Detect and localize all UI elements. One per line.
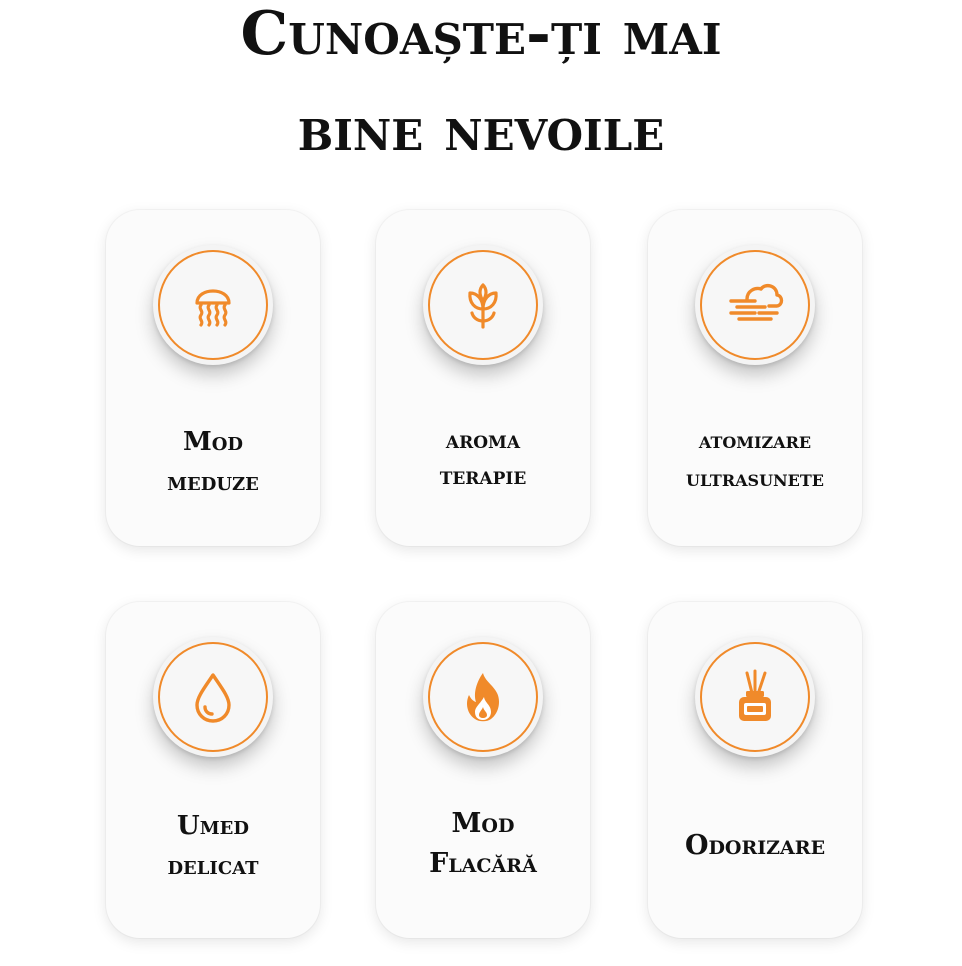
- feature-badge: [153, 637, 273, 757]
- reed-diffuser-icon: [725, 667, 785, 727]
- feature-card-air-freshening: [648, 602, 862, 938]
- water-drop-icon: [183, 667, 243, 727]
- feature-card-ultrasonic-atomization: [648, 210, 862, 546]
- feature-card-jellyfish-mode: [106, 210, 320, 546]
- flower-icon: [453, 275, 513, 335]
- feature-badge: [695, 245, 815, 365]
- feature-label: Mod Flacără: [429, 808, 537, 879]
- feature-badge: [423, 245, 543, 365]
- title-line-1: Cunoaște-ți mai: [240, 0, 722, 69]
- feature-label: Odorizare: [684, 830, 826, 861]
- flame-icon: [453, 667, 513, 727]
- feature-label: Umed delicat: [167, 811, 259, 881]
- feature-card-flame-mode: [376, 602, 590, 938]
- title-line-2: bine nevoile: [297, 95, 665, 165]
- feature-badge: [423, 637, 543, 757]
- feature-label: atomizare ultrasunete: [686, 427, 824, 492]
- feature-label: aroma terapie: [439, 425, 527, 490]
- jellyfish-icon: [183, 275, 243, 335]
- feature-card-aromatherapy: [376, 210, 590, 546]
- feature-badge: [695, 637, 815, 757]
- feature-label: Mod meduze: [167, 427, 259, 497]
- feature-badge: [153, 245, 273, 365]
- mist-cloud-icon: [725, 275, 785, 335]
- feature-card-gentle-humid: [106, 602, 320, 938]
